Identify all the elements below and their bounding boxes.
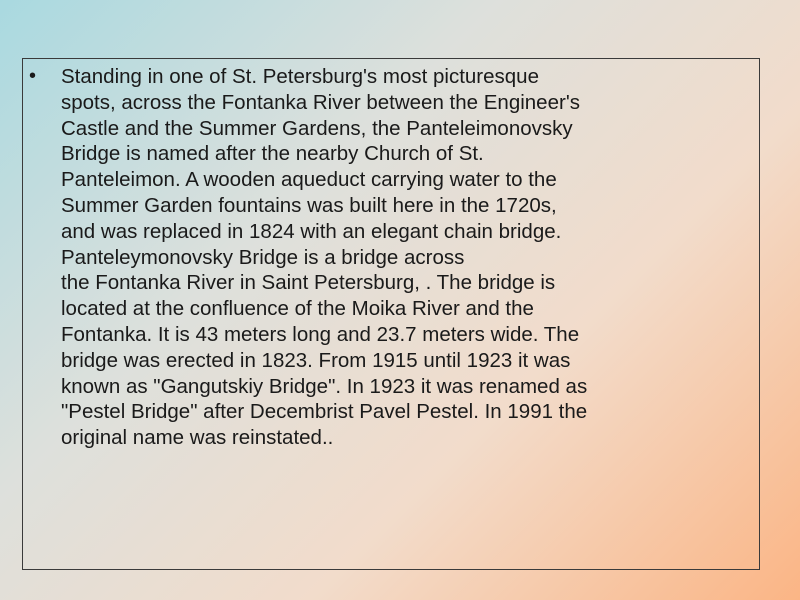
text-line: Standing in one of St. Petersburg's most picturesque (61, 65, 539, 88)
text-line: located at the confluence of the Moika River and the (61, 297, 534, 321)
text-line: Bridge is named after the nearby Church of St. (61, 142, 484, 166)
text-line: original name was reinstated.. (61, 426, 334, 450)
text-line: "Pestel Bridge" after Decembrist Pavel Pestel. In 1991 the (61, 400, 588, 424)
text-line: Panteleimon. A wooden aqueduct carrying water to the (61, 168, 557, 192)
text-line: Fontanka. It is 43 meters long and 23.7 meters wide. The (61, 322, 580, 346)
text-line: Castle and the Summer Gardens, the Panteleimonovsky (61, 116, 573, 140)
text-line: Summer Garden fountains was built here in the 1720s, (61, 193, 557, 217)
text-line: known as "Gangutskiy Bridge". In 1923 it was renamed as (61, 374, 588, 398)
bullet-list (23, 59, 761, 451)
content-frame (22, 58, 760, 570)
bullet-item (23, 59, 761, 451)
text-line: Panteleymonovsky Bridge is a bridge across (61, 245, 465, 269)
text-line: bridge was erected in 1823. From 1915 until 1923 it was (61, 348, 571, 372)
text-line: the Fontanka River in Saint Petersburg, . The bridge is (61, 271, 556, 295)
bullet-marker: • (29, 65, 37, 87)
text-line: and was replaced in 1824 with an elegant chain bridge. (61, 219, 562, 243)
text-line: spots, across the Fontanka River between the Engineer's (61, 90, 580, 114)
